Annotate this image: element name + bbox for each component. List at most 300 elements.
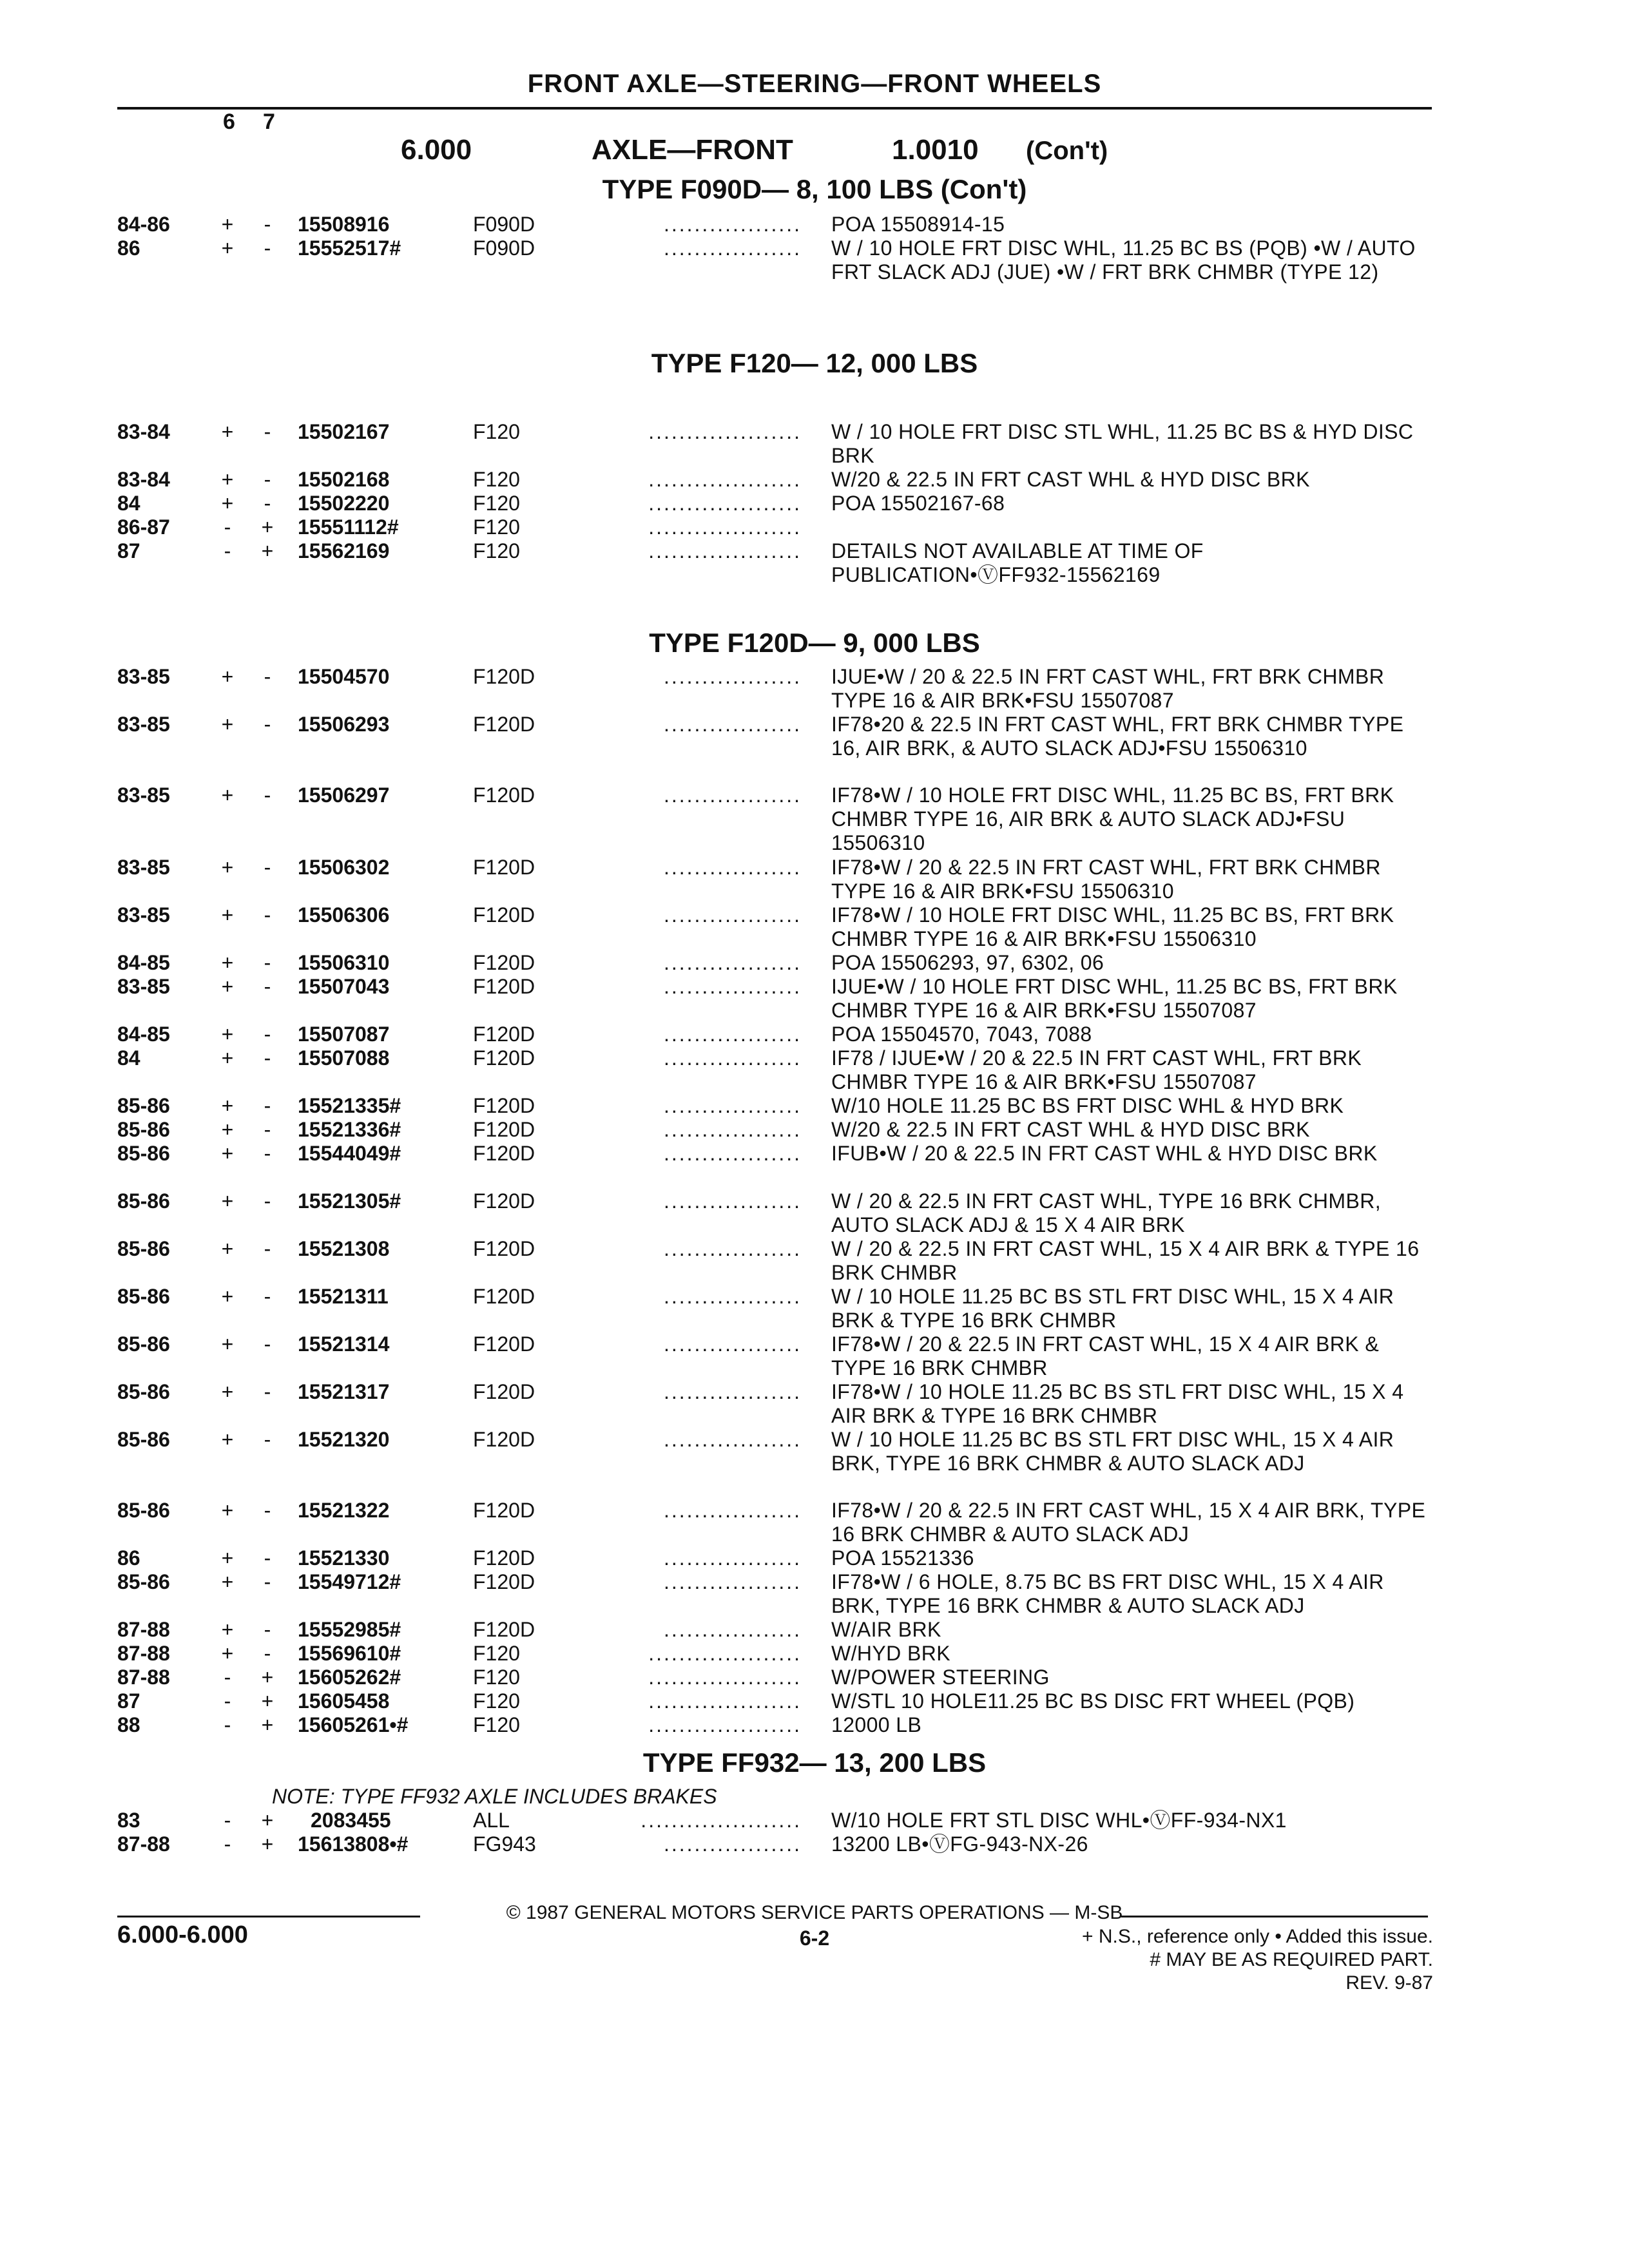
row-marker-7: +	[261, 1832, 274, 1856]
table-row	[0, 1570, 1629, 1617]
table-row	[0, 783, 1629, 854]
row-marker-7: -	[264, 1332, 271, 1356]
row-marker-7: -	[264, 856, 271, 879]
footer-copyright: © 1987 GENERAL MOTORS SERVICE PARTS OPERATIONS — M-SB	[506, 1902, 1123, 1923]
row-marker-7: +	[261, 515, 274, 539]
row-years: 83-85	[117, 713, 170, 736]
row-description: W/10 HOLE FRT STL DISC WHL•ⓋFF-934-NX1	[831, 1809, 1287, 1832]
row-marker-6: +	[221, 1023, 234, 1046]
table-row	[0, 1046, 1629, 1093]
row-marker-7: -	[264, 1618, 271, 1641]
row-part-number: 15521330	[298, 1546, 390, 1570]
row-part-number: 15521314	[298, 1332, 390, 1356]
row-years: 86	[117, 236, 140, 260]
row-part-number: 15521335#	[298, 1094, 401, 1117]
row-description: 12000 LB	[831, 1713, 922, 1736]
row-model: F120D	[473, 1618, 535, 1641]
row-marker-7: -	[264, 1094, 271, 1117]
table-row	[0, 1809, 1629, 1832]
row-marker-7: +	[261, 1809, 274, 1832]
row-leader-dots: ..................	[663, 213, 802, 236]
row-description: POA 15504570, 7043, 7088	[831, 1023, 1092, 1046]
row-description: IF78•20 & 22.5 IN FRT CAST WHL, FRT BRK CHMBR TYPE 16, AIR BRK, & AUTO SLACK ADJ•FSU 15506310	[831, 713, 1404, 760]
section-title-f120: TYPE F120— 12, 000 LBS	[651, 348, 978, 378]
table-row	[0, 1118, 1629, 1141]
row-years: 85-86	[117, 1237, 170, 1260]
row-years: 85-86	[117, 1332, 170, 1356]
row-leader-dots: ..................	[663, 1380, 802, 1403]
row-description: IJUE•W / 20 & 22.5 IN FRT CAST WHL, FRT BRK CHMBR TYPE 16 & AIR BRK•FSU 15507087	[831, 665, 1385, 712]
table-row	[0, 1642, 1629, 1665]
row-model: F120D	[473, 1570, 535, 1593]
row-years: 87	[117, 1689, 140, 1713]
table-row	[0, 1380, 1629, 1427]
table-row	[0, 213, 1629, 236]
row-marker-6: +	[221, 1046, 234, 1070]
section-note: NOTE: TYPE FF932 AXLE INCLUDES BRAKES	[272, 1785, 717, 1808]
row-marker-6: +	[221, 1428, 234, 1451]
row-description: W / 10 HOLE FRT DISC WHL, 11.25 BC BS (PQB) •W / AUTO FRT SLACK ADJ (JUE) •W / FRT BRK CHMBR (TYPE 12)	[831, 236, 1416, 284]
row-leader-dots: ..................	[663, 1118, 802, 1141]
table-row	[0, 515, 1629, 539]
row-leader-dots: ....................	[648, 1713, 802, 1736]
row-model: F120D	[473, 1237, 535, 1260]
row-description: W / 20 & 22.5 IN FRT CAST WHL, 15 X 4 AIR BRK & TYPE 16 BRK CHMBR	[831, 1237, 1420, 1284]
row-years: 87-88	[117, 1618, 170, 1641]
row-leader-dots: ..................	[663, 1046, 802, 1070]
table-row	[0, 713, 1629, 760]
row-leader-dots: ..................	[663, 856, 802, 879]
row-marker-6: +	[221, 1237, 234, 1260]
table-row	[0, 1713, 1629, 1736]
row-model: F120D	[473, 1046, 535, 1070]
row-description: IF78 / IJUE•W / 20 & 22.5 IN FRT CAST WHL, FRT BRK CHMBR TYPE 16 & AIR BRK•FSU 15507087	[831, 1046, 1362, 1093]
table-row	[0, 1237, 1629, 1284]
row-leader-dots: ..................	[663, 1142, 802, 1165]
row-model: F120	[473, 420, 520, 443]
row-description: W/20 & 22.5 IN FRT CAST WHL & HYD DISC BRK	[831, 1118, 1310, 1141]
row-description: POA 15502167-68	[831, 492, 1005, 515]
row-part-number: 15549712#	[298, 1570, 401, 1593]
row-model: F120D	[473, 1499, 535, 1522]
row-marker-6: +	[221, 1142, 234, 1165]
row-marker-7: -	[264, 783, 271, 807]
row-marker-6: +	[221, 1499, 234, 1522]
row-part-number: 15521336#	[298, 1118, 401, 1141]
row-leader-dots: ....................	[648, 468, 802, 491]
row-description: IFUB•W / 20 & 22.5 IN FRT CAST WHL & HYD DISC BRK	[831, 1142, 1378, 1165]
row-description: POA 15521336	[831, 1546, 974, 1570]
row-model: F120D	[473, 1023, 535, 1046]
table-row	[0, 420, 1629, 467]
row-years: 85-86	[117, 1118, 170, 1141]
row-leader-dots: ....................	[648, 1642, 802, 1665]
row-description: IF78•W / 20 & 22.5 IN FRT CAST WHL, 15 X 4 AIR BRK & TYPE 16 BRK CHMBR	[831, 1332, 1380, 1379]
row-leader-dots: ..................	[663, 1285, 802, 1308]
table-row	[0, 1832, 1629, 1856]
row-description: IF78•W / 6 HOLE, 8.75 BC BS FRT DISC WHL, 15 X 4 AIR BRK, TYPE 16 BRK CHMBR & AUTO SLACK ADJ	[831, 1570, 1384, 1617]
footer-legend-reference: + N.S., reference only • Added this issue.	[1082, 1926, 1433, 1947]
footer-page-number: 6-2	[799, 1927, 830, 1950]
row-description: IF78•W / 10 HOLE FRT DISC WHL, 11.25 BC BS, FRT BRK CHMBR TYPE 16 & AIR BRK•FSU 15506310	[831, 903, 1394, 950]
row-model: F120	[473, 539, 520, 562]
row-model: F120D	[473, 903, 535, 927]
row-marker-7: +	[261, 539, 274, 562]
row-part-number: 15521308	[298, 1237, 390, 1260]
header-rule	[117, 107, 1432, 110]
row-model: ALL	[473, 1809, 510, 1832]
row-marker-7: -	[264, 1380, 271, 1403]
row-leader-dots: ..................	[663, 1189, 802, 1213]
row-marker-6: -	[224, 1666, 231, 1689]
row-years: 85-86	[117, 1094, 170, 1117]
section-title-f120d: TYPE F120D— 9, 000 LBS	[649, 628, 980, 658]
row-description: W/10 HOLE 11.25 BC BS FRT DISC WHL & HYD BRK	[831, 1094, 1344, 1117]
row-marker-7: -	[264, 1189, 271, 1213]
row-model: F120D	[473, 975, 535, 998]
row-part-number: 15544049#	[298, 1142, 401, 1165]
row-marker-6: -	[224, 1809, 231, 1832]
row-model: F120	[473, 1689, 520, 1713]
row-marker-6: -	[224, 1713, 231, 1736]
row-marker-7: -	[264, 1642, 271, 1665]
row-description: W / 10 HOLE 11.25 BC BS STL FRT DISC WHL, 15 X 4 AIR BRK & TYPE 16 BRK CHMBR	[831, 1285, 1394, 1332]
row-description: W/POWER STEERING	[831, 1666, 1050, 1689]
row-years: 84-85	[117, 1023, 170, 1046]
row-years: 83-84	[117, 420, 170, 443]
table-row	[0, 903, 1629, 950]
row-years: 85-86	[117, 1499, 170, 1522]
row-part-number: 15506293	[298, 713, 390, 736]
row-years: 88	[117, 1713, 140, 1736]
table-row	[0, 1618, 1629, 1641]
row-marker-6: +	[221, 856, 234, 879]
row-description: POA 15508914-15	[831, 213, 1005, 236]
table-row	[0, 539, 1629, 586]
row-leader-dots: ..................	[663, 903, 802, 927]
row-years: 85-86	[117, 1428, 170, 1451]
row-description: IF78•W / 20 & 22.5 IN FRT CAST WHL, FRT BRK CHMBR TYPE 16 & AIR BRK•FSU 15506310	[831, 856, 1381, 903]
row-part-number: 15521320	[298, 1428, 390, 1451]
row-marker-7: -	[264, 713, 271, 736]
row-description: DETAILS NOT AVAILABLE AT TIME OF PUBLICATION•ⓋFF932-15562169	[831, 539, 1204, 586]
row-years: 83-85	[117, 856, 170, 879]
row-model: F120D	[473, 856, 535, 879]
row-marker-7: -	[264, 468, 271, 491]
group-continued: (Con't)	[1026, 137, 1108, 165]
section-title-f090d: TYPE F090D— 8, 100 LBS (Con't)	[602, 174, 1027, 204]
row-years: 85-86	[117, 1189, 170, 1213]
row-years: 83	[117, 1809, 140, 1832]
page-title: FRONT AXLE—STEERING—FRONT WHEELS	[527, 70, 1102, 98]
row-years: 87-88	[117, 1832, 170, 1856]
row-model: F120	[473, 492, 520, 515]
row-model: F120D	[473, 1380, 535, 1403]
row-leader-dots: ..................	[663, 1094, 802, 1117]
row-part-number: 15502220	[298, 492, 390, 515]
table-row	[0, 468, 1629, 491]
row-leader-dots: ..................	[663, 975, 802, 998]
row-model: F120D	[473, 1285, 535, 1308]
row-part-number: 15506306	[298, 903, 390, 927]
section-title-ff932: TYPE FF932— 13, 200 LBS	[642, 1747, 987, 1778]
row-leader-dots: ..................	[663, 1570, 802, 1593]
row-years: 83-85	[117, 903, 170, 927]
row-marker-6: -	[224, 539, 231, 562]
table-row	[0, 1428, 1629, 1475]
row-model: F120	[473, 1713, 520, 1736]
row-leader-dots: .....................	[641, 1809, 802, 1832]
row-marker-6: +	[221, 665, 234, 688]
row-marker-7: -	[264, 236, 271, 260]
row-years: 83-85	[117, 975, 170, 998]
row-leader-dots: ....................	[648, 492, 802, 515]
column-header-6: 6	[223, 110, 235, 134]
row-years: 87	[117, 539, 140, 562]
row-model: F120D	[473, 1546, 535, 1570]
row-leader-dots: ..................	[663, 1832, 802, 1856]
row-leader-dots: ....................	[648, 1689, 802, 1713]
table-row	[0, 856, 1629, 903]
row-model: F120D	[473, 713, 535, 736]
row-years: 84	[117, 1046, 140, 1070]
row-years: 85-86	[117, 1570, 170, 1593]
row-description: POA 15506293, 97, 6302, 06	[831, 951, 1104, 974]
row-marker-6: +	[221, 1118, 234, 1141]
row-years: 83-84	[117, 468, 170, 491]
table-row	[0, 1666, 1629, 1689]
row-years: 87-88	[117, 1642, 170, 1665]
row-marker-7: -	[264, 1023, 271, 1046]
table-row	[0, 665, 1629, 712]
row-part-number: 15507043	[298, 975, 390, 998]
row-leader-dots: ..................	[663, 1546, 802, 1570]
row-model: F120D	[473, 1094, 535, 1117]
row-part-number: 15552517#	[298, 236, 401, 260]
row-part-number: 15521317	[298, 1380, 390, 1403]
row-description: W / 10 HOLE 11.25 BC BS STL FRT DISC WHL, 15 X 4 AIR BRK, TYPE 16 BRK CHMBR & AUTO SLACK ADJ	[831, 1428, 1394, 1475]
row-part-number: 15506297	[298, 783, 390, 807]
row-model: F120	[473, 468, 520, 491]
row-years: 87-88	[117, 1666, 170, 1689]
row-marker-7: -	[264, 665, 271, 688]
row-part-number: 15521322	[298, 1499, 390, 1522]
row-marker-6: +	[221, 903, 234, 927]
row-model: F090D	[473, 213, 535, 236]
row-leader-dots: ..................	[663, 1237, 802, 1260]
row-description: 13200 LB•ⓋFG-943-NX-26	[831, 1832, 1088, 1856]
row-years: 84-86	[117, 213, 170, 236]
row-marker-6: +	[221, 1546, 234, 1570]
row-years: 85-86	[117, 1285, 170, 1308]
row-marker-6: +	[221, 1332, 234, 1356]
row-marker-7: +	[261, 1666, 274, 1689]
row-description: IF78•W / 20 & 22.5 IN FRT CAST WHL, 15 X 4 AIR BRK, TYPE 16 BRK CHMBR & AUTO SLACK ADJ	[831, 1499, 1426, 1546]
row-years: 83-85	[117, 665, 170, 688]
row-description: IF78•W / 10 HOLE FRT DISC WHL, 11.25 BC BS, FRT BRK CHMBR TYPE 16, AIR BRK & AUTO SLACK ADJ•FSU 15506310	[831, 783, 1394, 854]
row-model: F120D	[473, 1118, 535, 1141]
row-part-number: 15605262#	[298, 1666, 401, 1689]
group-code: 6.000	[401, 134, 472, 166]
table-row	[0, 975, 1629, 1022]
row-leader-dots: ..................	[663, 713, 802, 736]
row-part-number: 15507088	[298, 1046, 390, 1070]
table-row	[0, 1142, 1629, 1165]
row-years: 85-86	[117, 1142, 170, 1165]
row-marker-6: +	[221, 1189, 234, 1213]
row-leader-dots: ..................	[663, 783, 802, 807]
table-row	[0, 236, 1629, 284]
table-row	[0, 1094, 1629, 1117]
table-row	[0, 1499, 1629, 1546]
row-description: IJUE•W / 10 HOLE FRT DISC WHL, 11.25 BC BS, FRT BRK CHMBR TYPE 16 & AIR BRK•FSU 15507087	[831, 975, 1398, 1022]
row-part-number: 15521311	[298, 1285, 389, 1308]
row-marker-7: +	[261, 1713, 274, 1736]
row-marker-7: -	[264, 492, 271, 515]
row-marker-7: -	[264, 1546, 271, 1570]
row-marker-7: -	[264, 213, 271, 236]
row-leader-dots: ....................	[648, 515, 802, 539]
row-marker-6: +	[221, 468, 234, 491]
row-marker-6: +	[221, 492, 234, 515]
row-marker-6: +	[221, 1285, 234, 1308]
row-marker-6: -	[224, 1689, 231, 1713]
row-model: F120D	[473, 1142, 535, 1165]
row-description: W/20 & 22.5 IN FRT CAST WHL & HYD DISC BRK	[831, 468, 1310, 491]
row-model: F120	[473, 1666, 520, 1689]
row-marker-7: +	[261, 1689, 274, 1713]
row-marker-6: +	[221, 1642, 234, 1665]
row-part-number: 15508916	[298, 213, 390, 236]
row-part-number: 15552985#	[298, 1618, 401, 1641]
row-marker-7: -	[264, 951, 271, 974]
row-model: F120D	[473, 783, 535, 807]
row-model: F120D	[473, 1189, 535, 1213]
row-part-number: 15504570	[298, 665, 390, 688]
row-marker-6: +	[221, 213, 234, 236]
row-part-number: 15605458	[298, 1689, 390, 1713]
row-marker-6: +	[221, 951, 234, 974]
table-row	[0, 1023, 1629, 1046]
row-marker-7: -	[264, 1285, 271, 1308]
table-row	[0, 492, 1629, 515]
row-leader-dots: ....................	[648, 420, 802, 443]
group-sub-code: 1.0010	[892, 134, 979, 166]
row-marker-7: -	[264, 1142, 271, 1165]
row-description: W/HYD BRK	[831, 1642, 950, 1665]
footer-legend	[1082, 1925, 1433, 1995]
row-marker-6: +	[221, 1570, 234, 1593]
row-model: FG943	[473, 1832, 536, 1856]
row-marker-7: -	[264, 1570, 271, 1593]
row-part-number: 15551112#	[298, 515, 399, 539]
row-part-number: 15506302	[298, 856, 390, 879]
row-marker-7: -	[264, 975, 271, 998]
row-leader-dots: ....................	[648, 539, 802, 562]
row-marker-7: -	[264, 903, 271, 927]
footer-revision: REV. 9-87	[1345, 1972, 1433, 1994]
row-years: 83-85	[117, 783, 170, 807]
row-description: W / 10 HOLE FRT DISC STL WHL, 11.25 BC BS & HYD DISC BRK	[831, 420, 1414, 467]
row-marker-7: -	[264, 1237, 271, 1260]
row-marker-6: +	[221, 713, 234, 736]
row-part-number: 15506310	[298, 951, 390, 974]
row-part-number: 15605261•#	[298, 1713, 409, 1736]
column-headers	[223, 110, 303, 135]
row-model: F090D	[473, 236, 535, 260]
row-marker-7: -	[264, 1428, 271, 1451]
row-years: 84	[117, 492, 140, 515]
row-leader-dots: ..................	[663, 1499, 802, 1522]
row-part-number: 15562169	[298, 539, 390, 562]
row-years: 86-87	[117, 515, 170, 539]
table-row	[0, 1189, 1629, 1236]
row-leader-dots: ..................	[663, 236, 802, 260]
row-description: W/AIR BRK	[831, 1618, 941, 1641]
row-part-number: 2083455	[311, 1809, 391, 1832]
row-marker-6: +	[221, 236, 234, 260]
row-description: W/STL 10 HOLE11.25 BC BS DISC FRT WHEEL (PQB)	[831, 1689, 1355, 1713]
row-leader-dots: ..................	[663, 665, 802, 688]
row-part-number: 15507087	[298, 1023, 390, 1046]
row-leader-dots: ..................	[663, 1023, 802, 1046]
row-marker-6: +	[221, 975, 234, 998]
row-model: F120	[473, 515, 520, 539]
row-marker-7: -	[264, 1499, 271, 1522]
row-marker-6: +	[221, 1618, 234, 1641]
row-marker-6: +	[221, 783, 234, 807]
row-part-number: 15569610#	[298, 1642, 401, 1665]
row-leader-dots: ..................	[663, 1618, 802, 1641]
row-marker-7: -	[264, 1046, 271, 1070]
row-marker-6: -	[224, 515, 231, 539]
row-marker-6: -	[224, 1832, 231, 1856]
footer-legend-required: # MAY BE AS REQUIRED PART.	[1150, 1949, 1433, 1970]
row-leader-dots: ..................	[663, 951, 802, 974]
row-part-number: 15502167	[298, 420, 390, 443]
row-marker-7: -	[264, 1118, 271, 1141]
table-row	[0, 1546, 1629, 1570]
column-header-7: 7	[263, 110, 275, 134]
row-years: 85-86	[117, 1380, 170, 1403]
row-marker-6: +	[221, 1380, 234, 1403]
row-part-number: 15502168	[298, 468, 390, 491]
table-row	[0, 1285, 1629, 1332]
row-model: F120D	[473, 951, 535, 974]
row-model: F120	[473, 1642, 520, 1665]
row-part-number: 15613808•#	[298, 1832, 409, 1856]
row-years: 86	[117, 1546, 140, 1570]
table-row	[0, 1332, 1629, 1379]
group-name: AXLE—FRONT	[592, 134, 793, 166]
row-leader-dots: ..................	[663, 1332, 802, 1356]
row-part-number: 15521305#	[298, 1189, 401, 1213]
row-description: W / 20 & 22.5 IN FRT CAST WHL, TYPE 16 BRK CHMBR, AUTO SLACK ADJ & 15 X 4 AIR BRK	[831, 1189, 1382, 1236]
row-marker-7: -	[264, 420, 271, 443]
table-row	[0, 1689, 1629, 1713]
footer-section-range: 6.000-6.000	[117, 1921, 248, 1948]
row-model: F120D	[473, 1332, 535, 1356]
row-years: 84-85	[117, 951, 170, 974]
row-marker-6: +	[221, 420, 234, 443]
row-leader-dots: ....................	[648, 1666, 802, 1689]
row-marker-6: +	[221, 1094, 234, 1117]
row-model: F120D	[473, 665, 535, 688]
table-row	[0, 951, 1629, 974]
row-description: IF78•W / 10 HOLE 11.25 BC BS STL FRT DISC WHL, 15 X 4 AIR BRK & TYPE 16 BRK CHMBR	[831, 1380, 1404, 1427]
row-leader-dots: ..................	[663, 1428, 802, 1451]
row-model: F120D	[473, 1428, 535, 1451]
